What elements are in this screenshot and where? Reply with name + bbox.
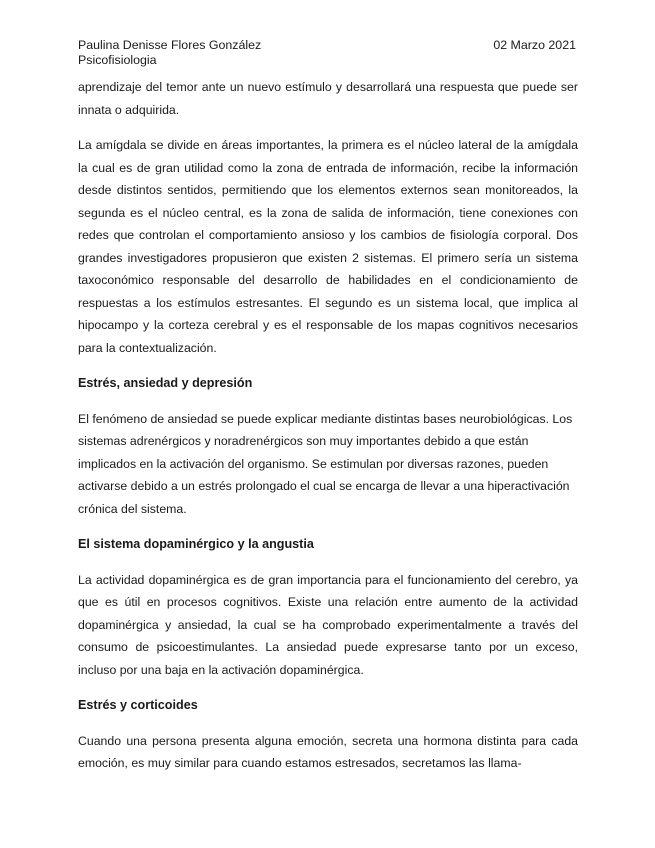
heading-estres-corticoides: Estrés y corticoides: [78, 698, 198, 712]
paragraph-amigdala: La amígdala se divide en áreas importantes, la primera es el núcleo lateral de la amígdala la cual es de gran utilidad como la zona de entrada de información, recibe la información desde distintos sentidos, permitiendo que los elementos externos sean monitoreados, la segunda es el núcleo central, es la zona de salida de información, tiene conexiones con redes que controlan el comportamiento ansioso y los cambios de fisiología corporal. Dos grandes investigadores propusieron que existen 2 sistemas. El primero sería un sistema taxoconómico responsable del desarrollo de habilidades en el condicionamiento de respuestas a los estímulos estresantes. El segundo es un sistema local, que implica al hipocampo y la corteza cerebral y es el responsable de los mapas cognitivos necesarios para la contextualización.: [78, 138, 578, 355]
paragraph-corticoides: Cuando una persona presenta alguna emoción, secreta una hormona distinta para cada emoción, es muy similar para cuando estamos estresados, secretamos las llama-: [78, 733, 578, 770]
document-body: [78, 76, 578, 775]
course-name: Psicofisiologia: [78, 53, 157, 67]
paragraph-intro: aprendizaje del temor ante un nuevo estímulo y desarrollará una respuesta que puede ser innata o adquirida.: [78, 80, 578, 117]
author-name: Paulina Denisse Flores González: [78, 38, 262, 52]
heading-estres-ansiedad-depresion: Estrés, ansiedad y depresión: [78, 376, 253, 390]
header-date: 02 Marzo 2021: [493, 38, 576, 52]
page-header: [78, 38, 576, 68]
paragraph-dopamina: La actividad dopaminérgica es de gran importancia para el funcionamiento del cerebro, ya que es útil en procesos cognitivos. Existe una relación entre aumento de la actividad dopaminérgica y ansiedad, la cual se ha comprobado experimentalmente a través del consumo de psicoestimulantes. La ansiedad puede expresarse tanto por un exceso, incluso por una baja en la activación dopaminérgica.: [78, 572, 578, 677]
paragraph-ansiedad: El fenómeno de ansiedad se puede explicar mediante distintas bases neurobiológicas. Los sistemas adrenérgicos y noradrenérgicos son muy importantes debido a que están implicados en la activación del organismo. Se estimulan por diversas razones, pueden activarse debido a un estrés prolongado el cual se encarga de llevar a una hiperactivación crónica del sistema.: [78, 411, 573, 516]
heading-sistema-dopaminergico: El sistema dopaminérgico y la angustia: [78, 537, 314, 551]
